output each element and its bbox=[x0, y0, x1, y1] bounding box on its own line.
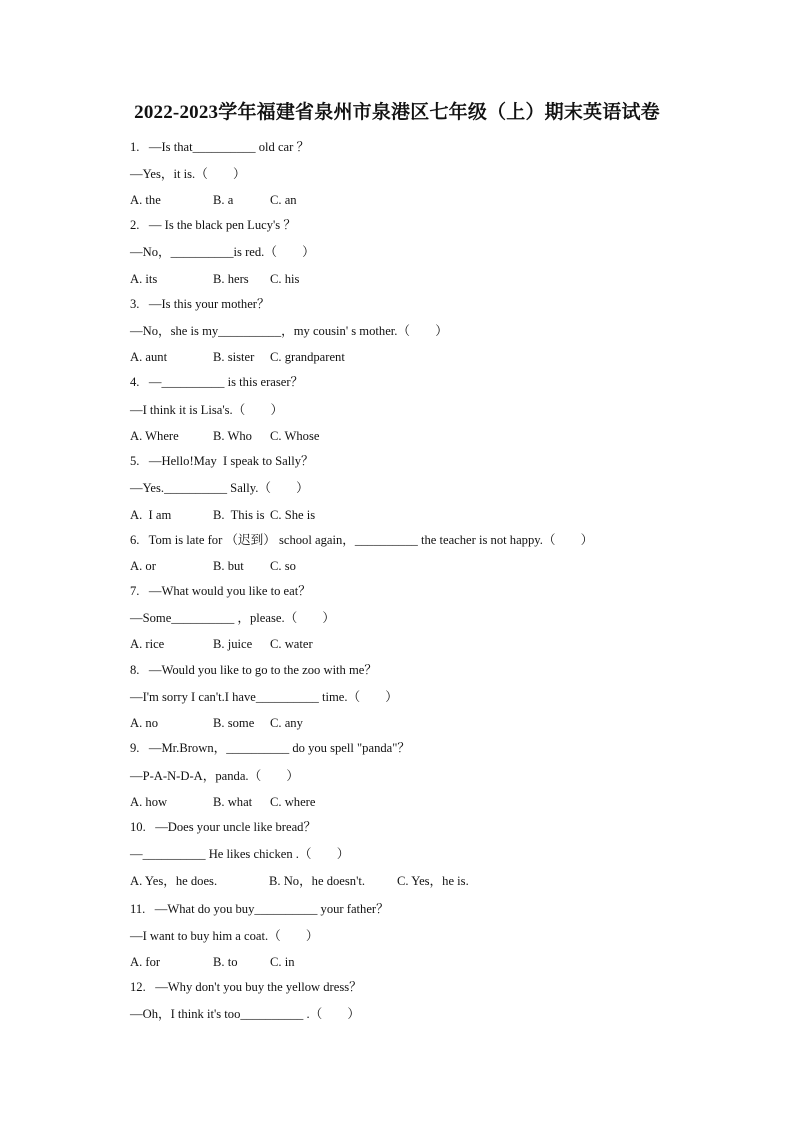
question-6-stem: 6. Tom is late for （迟到） school again，__________ the teacher is not happy.（ ） bbox=[130, 533, 594, 547]
question-4-option-c[interactable]: C. Whose bbox=[270, 429, 320, 443]
question-9-option-a[interactable]: A. how bbox=[130, 795, 168, 809]
question-6-option-a[interactable]: A. or bbox=[130, 559, 156, 573]
question-4-options bbox=[130, 427, 690, 445]
question-7-option-c[interactable]: C. water bbox=[270, 637, 313, 651]
question-2-stem: 2. — Is the black pen Lucy's ？ bbox=[130, 218, 296, 232]
question-5-options bbox=[130, 506, 690, 524]
question-10-answer-line: —__________ He likes chicken .（ ） bbox=[130, 847, 350, 861]
question-3-stem: 3. —Is this your mother？ bbox=[130, 297, 270, 311]
question-2-answer-line: —No，__________is red.（ ） bbox=[130, 245, 315, 259]
question-5-option-c[interactable]: C. She is bbox=[270, 508, 316, 522]
question-2-option-c[interactable]: C. his bbox=[270, 272, 300, 286]
question-6-option-b[interactable]: B. but bbox=[213, 559, 244, 573]
question-4-option-a[interactable]: A. Where bbox=[130, 429, 179, 443]
question-8-answer-line: —I'm sorry I can't.I have__________ time.（ ） bbox=[130, 690, 398, 704]
question-3-option-a[interactable]: A. aunt bbox=[130, 350, 168, 364]
question-11-option-a[interactable]: A. for bbox=[130, 955, 161, 969]
question-8-option-a[interactable]: A. no bbox=[130, 716, 158, 730]
question-9-options bbox=[130, 793, 690, 811]
question-3-option-c[interactable]: C. grandparent bbox=[270, 350, 345, 364]
question-12-stem: 12. —Why don't you buy the yellow dress？ bbox=[130, 980, 362, 994]
question-4-stem: 4. —__________ is this eraser？ bbox=[130, 375, 304, 389]
question-1-options bbox=[130, 191, 690, 209]
question-7-option-b[interactable]: B. juice bbox=[213, 637, 253, 651]
question-10-stem: 10. —Does your uncle like bread？ bbox=[130, 820, 317, 834]
question-2-option-a[interactable]: A. its bbox=[130, 272, 158, 286]
question-1-stem: 1. —Is that__________ old car ？ bbox=[130, 140, 310, 154]
exam-title: 2022-2023学年福建省泉州市泉港区七年级（上）期末英语试卷 bbox=[134, 102, 660, 123]
question-10-option-c[interactable]: C. Yes，he is. bbox=[397, 874, 469, 888]
question-5-option-b[interactable]: B. This is bbox=[213, 508, 265, 522]
question-3-option-b[interactable]: B. sister bbox=[213, 350, 255, 364]
question-10-option-b[interactable]: B. No，he doesn't. bbox=[269, 874, 366, 888]
question-4-answer-line: —I think it is Lisa's.（ ） bbox=[130, 403, 284, 417]
question-10-options bbox=[130, 872, 690, 890]
question-5-stem: 5. —Hello!May I speak to Sally？ bbox=[130, 454, 314, 468]
question-9-answer-line: —P-A-N-D-A，panda.（ ） bbox=[130, 769, 299, 783]
question-2-option-b[interactable]: B. hers bbox=[213, 272, 249, 286]
question-12-answer-line: —Oh，I think it's too__________ .（ ） bbox=[130, 1007, 361, 1021]
question-9-stem: 9. —Mr.Brown，__________ do you spell "panda"？ bbox=[130, 741, 410, 755]
question-11-option-b[interactable]: B. to bbox=[213, 955, 238, 969]
question-10-option-a[interactable]: A. Yes，he does. bbox=[130, 874, 218, 888]
question-6-options bbox=[130, 557, 690, 575]
question-11-stem: 11. —What do you buy__________ your father？ bbox=[130, 902, 389, 916]
question-2-options bbox=[130, 270, 690, 288]
question-9-option-c[interactable]: C. where bbox=[270, 795, 316, 809]
question-11-options bbox=[130, 953, 690, 971]
question-9-option-b[interactable]: B. what bbox=[213, 795, 253, 809]
question-1-option-a[interactable]: A. the bbox=[130, 193, 161, 207]
question-11-option-c[interactable]: C. in bbox=[270, 955, 295, 969]
question-5-answer-line: —Yes.__________ Sally.（ ） bbox=[130, 481, 309, 495]
question-7-answer-line: —Some__________ ，please.（ ） bbox=[130, 611, 335, 625]
question-8-options bbox=[130, 714, 690, 732]
question-8-option-b[interactable]: B. some bbox=[213, 716, 255, 730]
question-1-answer-line: —Yes，it is.（ ） bbox=[130, 167, 246, 181]
question-6-option-c[interactable]: C. so bbox=[270, 559, 296, 573]
question-8-option-c[interactable]: C. any bbox=[270, 716, 303, 730]
question-3-answer-line: —No，she is my__________，my cousin' s mother.（ ） bbox=[130, 324, 448, 338]
question-5-option-a[interactable]: A. I am bbox=[130, 508, 172, 522]
question-8-stem: 8. —Would you like to go to the zoo with me？ bbox=[130, 663, 377, 677]
question-3-options bbox=[130, 348, 690, 366]
question-11-answer-line: —I want to buy him a coat.（ ） bbox=[130, 929, 319, 943]
question-1-option-c[interactable]: C. an bbox=[270, 193, 297, 207]
question-7-option-a[interactable]: A. rice bbox=[130, 637, 165, 651]
question-7-options bbox=[130, 635, 690, 653]
question-4-option-b[interactable]: B. Who bbox=[213, 429, 252, 443]
question-7-stem: 7. —What would you like to eat？ bbox=[130, 584, 311, 598]
question-1-option-b[interactable]: B. a bbox=[213, 193, 234, 207]
